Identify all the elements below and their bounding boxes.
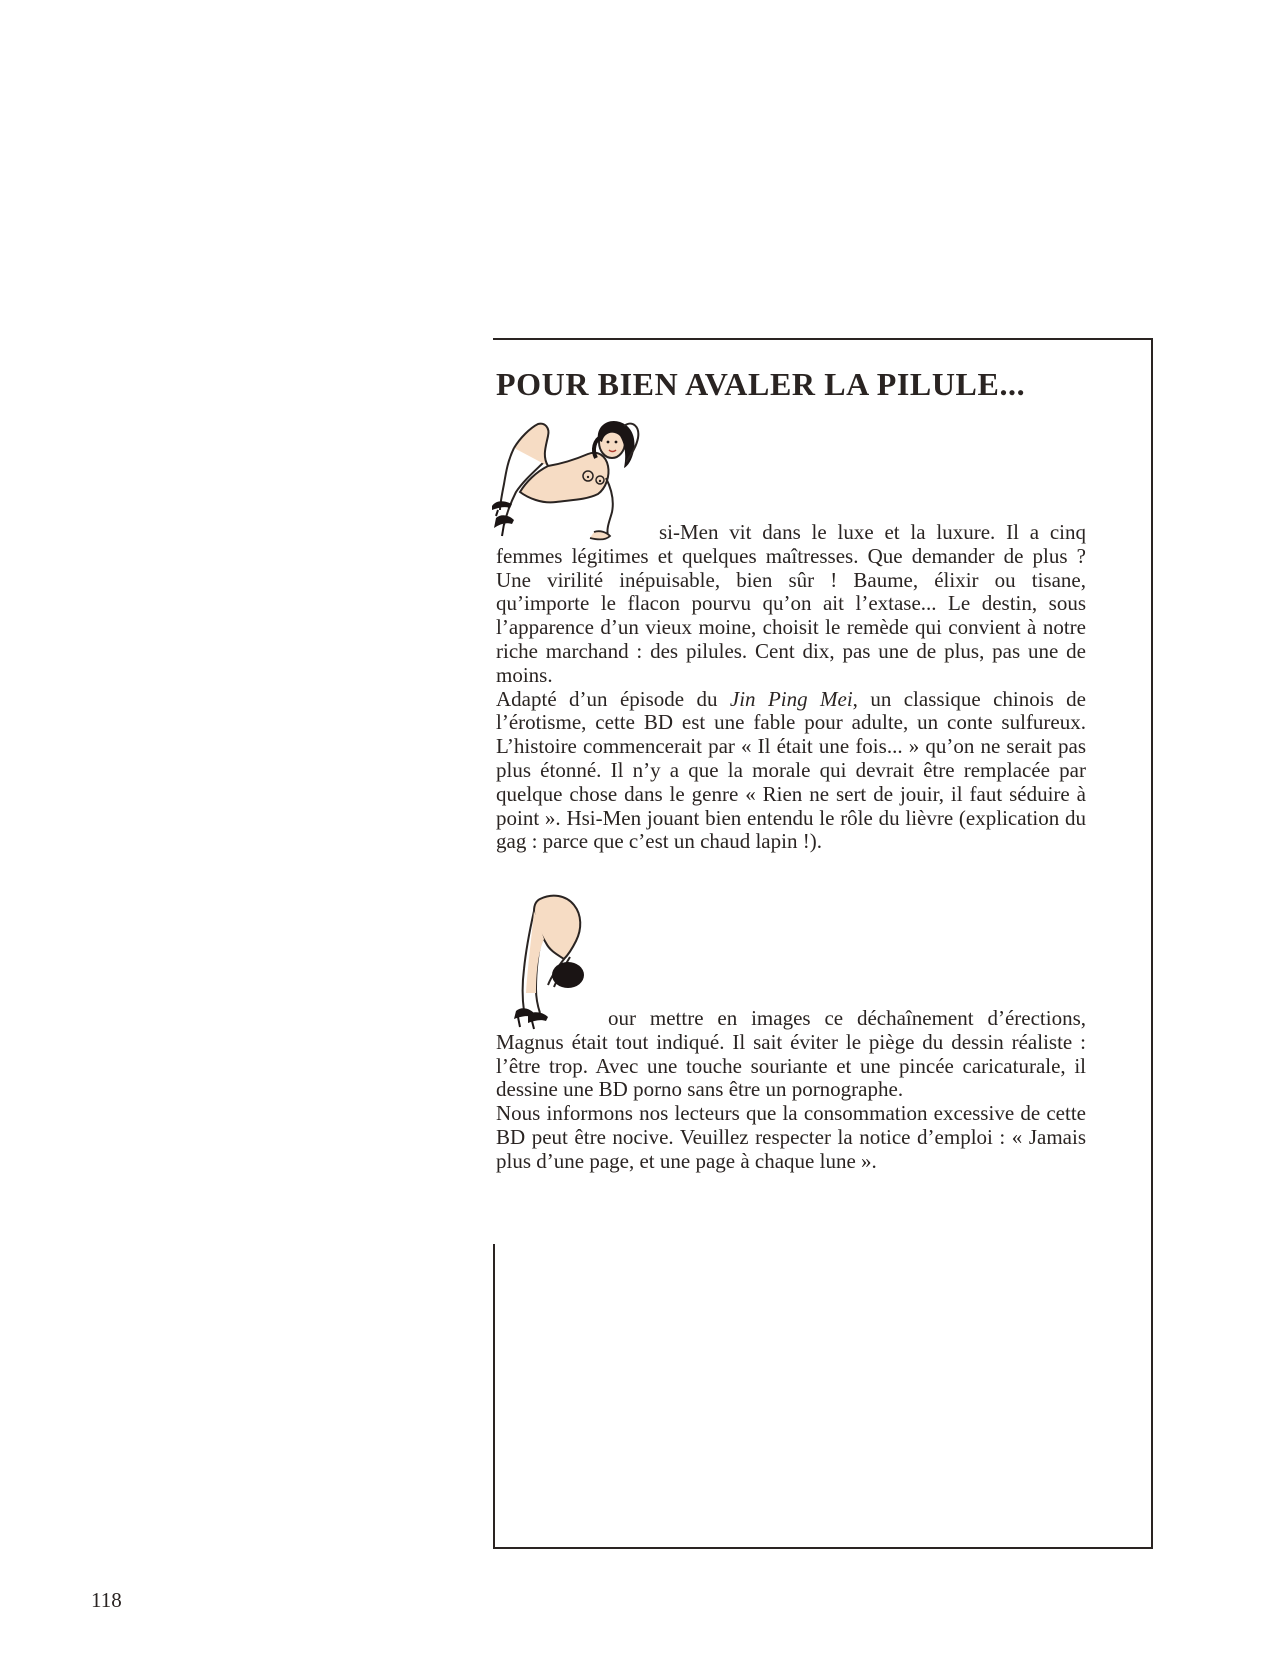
paragraph-3-first-line: our mettre en images ce déchaînement [608,1006,974,1030]
frame-right-rule [1151,338,1153,1549]
frame-bottom-rule [494,1547,1153,1549]
paragraph-2-rest: , un classique chinois de l’érotisme, cette BD est une fable pour adulte, un conte sulfureux. L’histoire commencerait par « Il était une fois... » qu’on ne serait pas plus étonné. Il n’y a que la morale qui devrait être remplacée par quelque chose dans le genre « Rien ne sert de jouir, il faut séduire à point ». Hsi-Men jouant bien entendu le rôle du lièvre (explication du gag : parce que c’est un chaud lapin !). [496,686,1086,854]
book-title-italic: Jin Ping Mei [729,686,853,711]
page-number: 118 [91,1588,122,1612]
frame-top-rule [493,338,1153,340]
paragraph-3 [496,1007,1086,1102]
paragraph-4: Nous informons nos lecteurs que la consommation excessive de cette BD peut être nocive. Veuillez respecter la notice d’emploi : « Jamais plus d’une page, et une page à chaque lune ». [496,1101,1086,1173]
body-text-block-1 [496,521,1086,854]
paragraph-1-first-line: si-Men vit dans le luxe et la luxure. Il a cinq [659,520,1086,544]
paragraph-1-rest: femmes légitimes et quelques maîtresses. Que demander de plus ? Une virilité inépuisable, bien sûr ! Baume, élixir ou tisane, qu’importe le flacon pourvu qu’on ait l’extase... Le destin, sous l’apparence d’un vieux moine, choisit le remède qui convient à notre riche marchand : des pilules. Cent dix, pas une de plus, pas une de moins. [496,543,1086,687]
article-title: POUR BIEN AVALER LA PILULE... [496,366,1026,402]
paragraph-2-lead: Adapté d’un épisode du [496,686,730,711]
paragraph-3-rest: d’érections, Magnus était tout indiqué. Il sait éviter le piège du dessin réaliste : l’être trop. Avec une touche souriante et une pincée caricaturale, il dessine une BD porno sans être un pornographe. [496,1006,1087,1102]
paragraph-2 [496,688,1086,855]
paragraph-1 [496,521,1086,688]
body-text-block-2 [496,1007,1086,1174]
frame-left-rule [493,1244,495,1549]
